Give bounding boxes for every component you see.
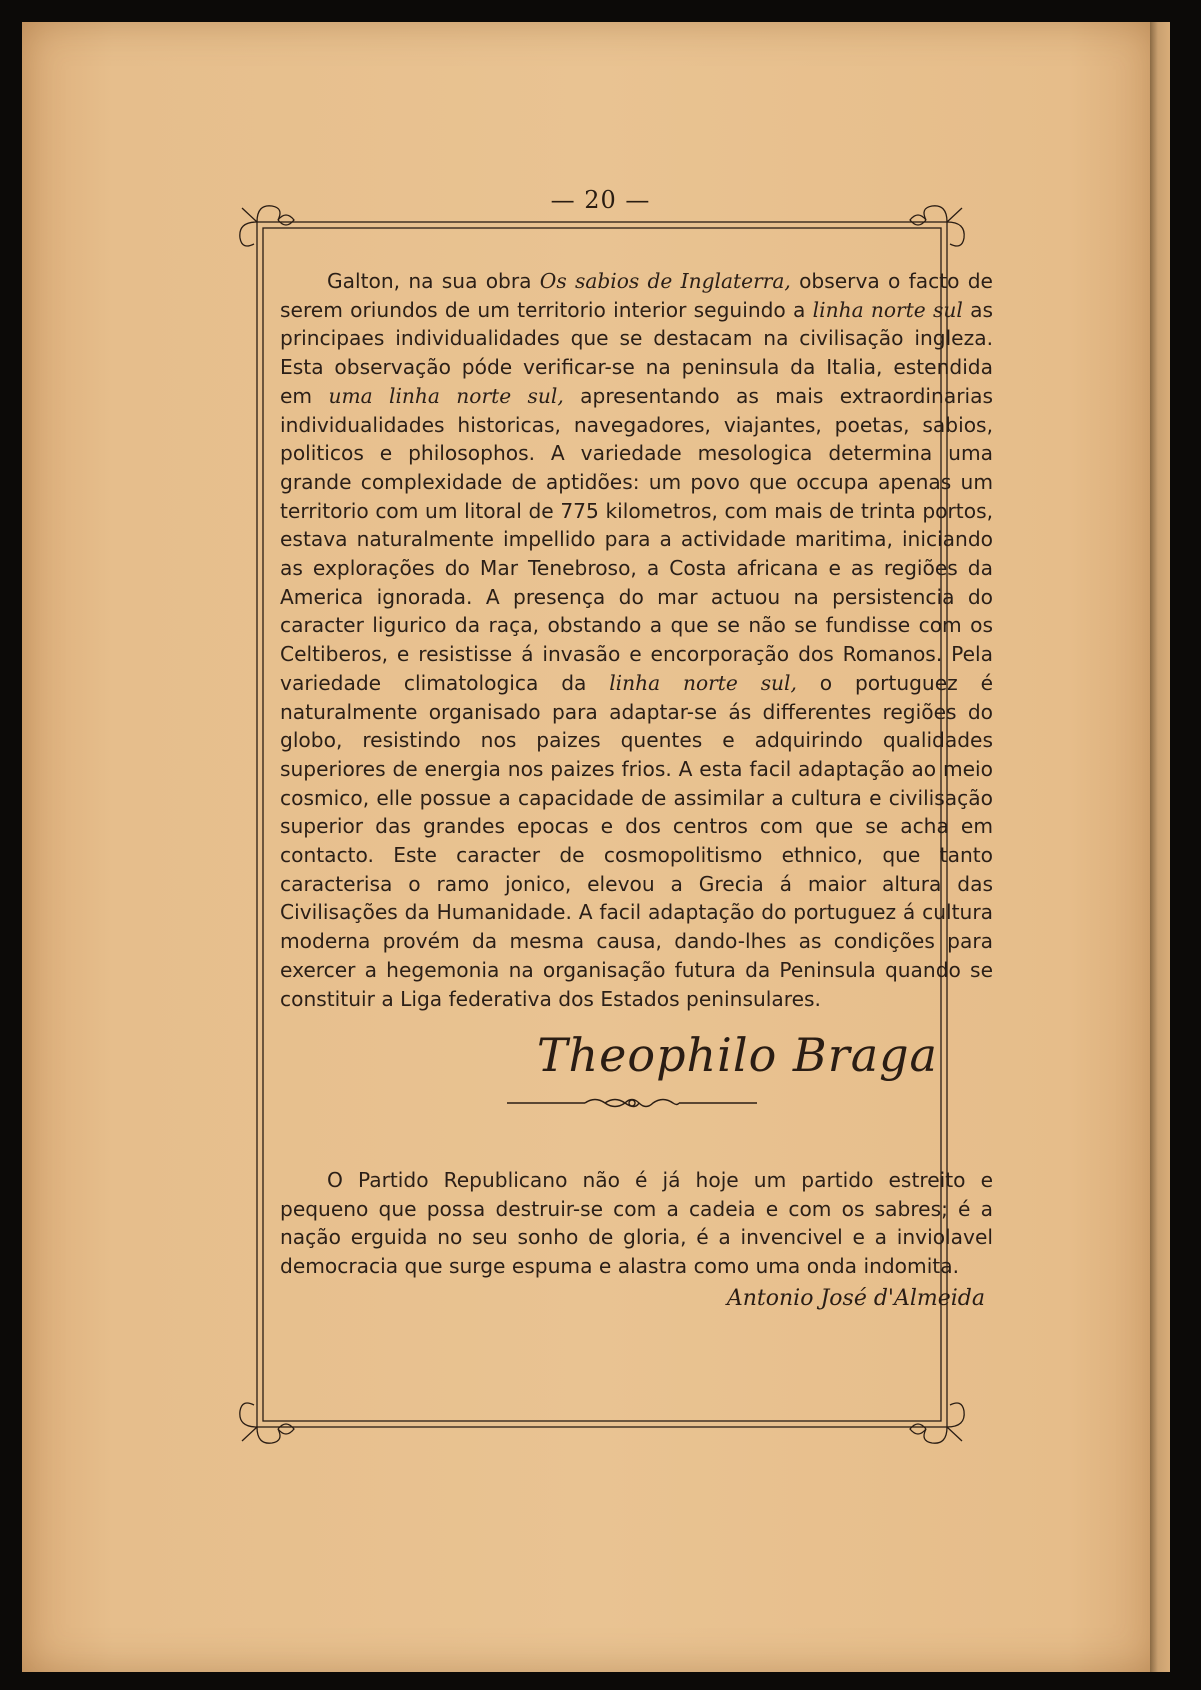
signature-antonio-jose-almeida: Antonio José d'Almeida [726, 1285, 985, 1311]
book-title: Os sabios de Inglaterra, [539, 269, 791, 293]
page-fold [1150, 22, 1170, 1672]
page-content [280, 267, 993, 1314]
page-number: — 20 — [550, 186, 651, 214]
separator-ornament [507, 1092, 757, 1114]
galton-paragraph: Galton, na sua obra Os sabios de Inglaterra, observa o facto de serem oriundos de um territorio interior seguindo a linha norte sul as principaes individualidades que se destacam na civilisação ingleza. Esta observação póde verificar-se na peninsula da Italia, estendida em uma linha norte sul, apresentando as mais extraordinarias individualidades historicas, navegadores, viajantes, poetas, sabios, politicos e philosophos. A variedade mesologica determina uma grande complexidade de aptidões: um povo que occupa apenas um territorio com um litoral de 775 kilometros, com mais de trinta portos, estava naturalmente impellido para a actividade maritima, iniciando as explorações do Mar Tenebroso, a Costa africana e as regiões da America ignorada. A presença do mar actuou na persistencia do caracter ligurico da raça, obstando a que se não se fundisse com os Celtiberos, e resistisse á invasão e encorporação dos Romanos. Pela variedade climatologica da linha norte sul, o portuguez é naturalmente organisado para adaptar-se ás differentes regiões do globo, resistindo nos paizes quentes e adquirindo qualidades superiores de energia nos paizes frios. A esta facil adaptação ao meio cosmico, elle possue a capacidade de assimilar a cultura e civilisação superior das grandes epocas e dos centros com que se acha em contacto. Este caracter de cosmopolitismo ethnico, que tanto caracterisa o ramo jonico, elevou a Grecia á maior altura das Civilisações da Humanidade. A facil adaptação do portuguez á cultura moderna provém da mesma causa, dando-lhes as condições para exercer a hegemonia na organisação futura da Peninsula quando se constituir a Liga federativa dos Estados peninsulares. [280, 269, 993, 1011]
signature-theophilo-braga: Theophilo Braga [536, 1028, 938, 1083]
partido-paragraph: O Partido Republicano não é já hoje um partido estreito e pequeno que possa destruir-se com a cadeia e com os sabres; é a nação erguida no seu sonho de gloria, é a invencivel e a inviolavel democracia que surge espuma e alastra como uma onda indomita. [280, 1167, 993, 1279]
